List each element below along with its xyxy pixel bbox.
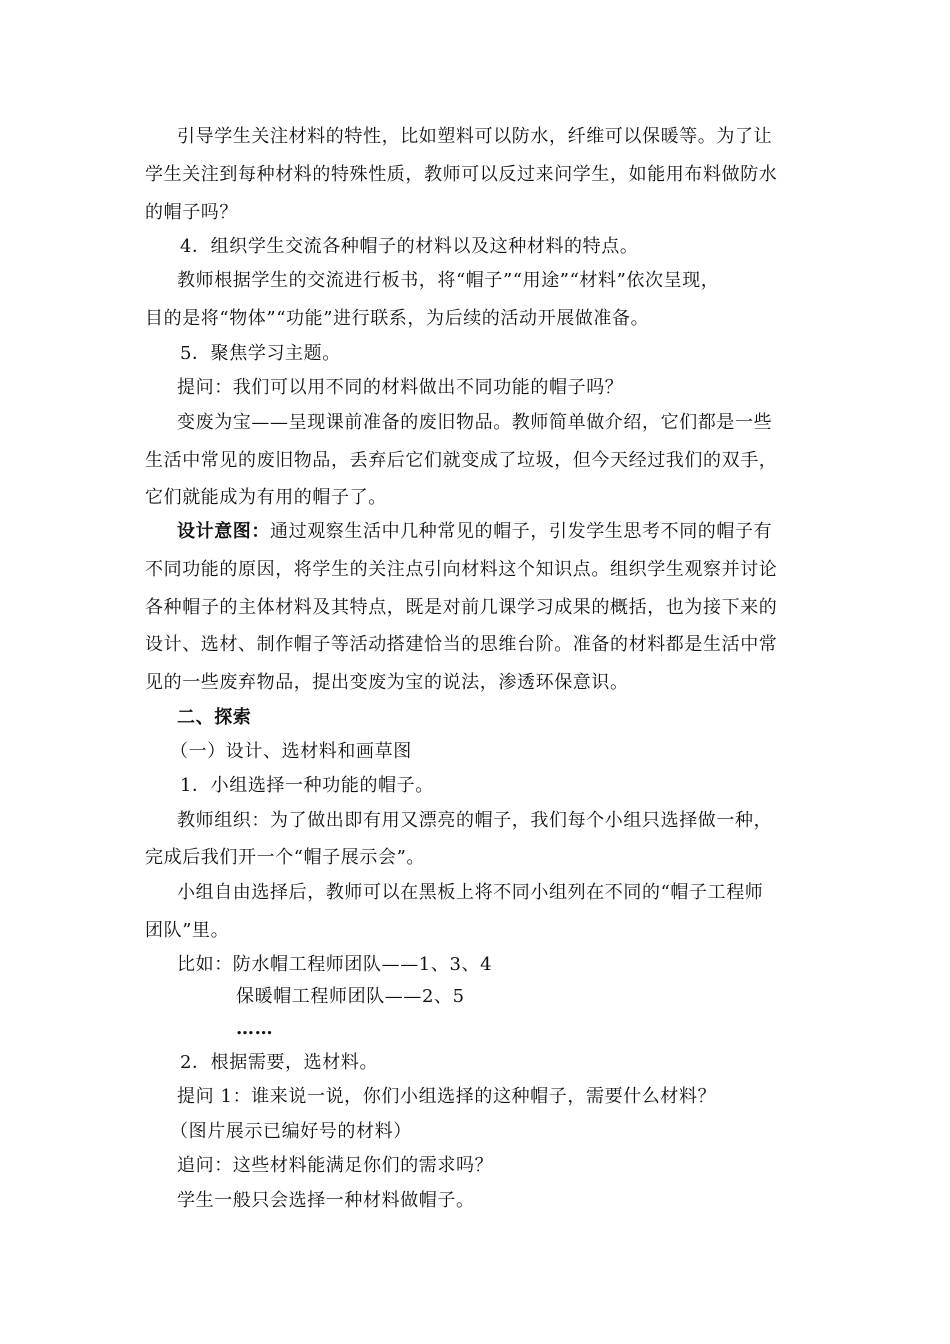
paragraph-line: 学生一般只会选择一种材料做帽子。 [177, 1190, 475, 1211]
design-intent-label: 设计意图： [177, 521, 270, 542]
subsection-heading: （一）设计、选材料和画草图 [170, 741, 412, 762]
example-line: 保暖帽工程师团队——2、5 [236, 986, 465, 1007]
paragraph-line: 教师根据学生的交流进行板书，将“帽子”“用途”“材料”依次呈现， [177, 270, 720, 291]
paragraph-line: 学生关注到每种材料的特殊性质，教师可以反过来问学生，如能用布料做防水 [145, 164, 778, 185]
paragraph-line: 不同功能的原因，将学生的关注点引向材料这个知识点。组织学生观察并讨论 [145, 559, 778, 580]
ellipsis: …… [236, 1018, 274, 1039]
paragraph-line: （图片展示已编好号的材料） [170, 1121, 412, 1142]
paragraph-line: 提问：我们可以用不同的材料做出不同功能的帽子吗？ [177, 377, 624, 398]
design-intent-text: 通过观察生活中几种常见的帽子，引发学生思考不同的帽子有 [270, 521, 773, 542]
example-line: 比如：防水帽工程师团队——1、3、4 [177, 954, 493, 975]
list-item-heading: 5．聚焦学习主题。 [180, 343, 341, 364]
paragraph-line: 目的是将“物体”“功能”进行联系，为后续的活动开展做准备。 [145, 308, 650, 329]
paragraph-line: 完成后我们开一个“帽子展示会”。 [145, 847, 426, 868]
list-item-heading: 2．根据需要，选材料。 [180, 1052, 379, 1073]
paragraph-line: 变废为宝——呈现课前准备的废旧物品。教师简单做介绍，它们都是一些 [177, 412, 773, 433]
paragraph-line: 引导学生关注材料的特性，比如塑料可以防水，纤维可以保暖等。为了让 [177, 126, 773, 147]
paragraph-line: 各种帽子的主体材料及其特点，既是对前几课学习成果的概括，也为接下来的 [145, 597, 778, 618]
paragraph-line: 见的一些废弃物品，提出变废为宝的说法，渗透环保意识。 [145, 672, 629, 693]
list-item-heading: 1．小组选择一种功能的帽子。 [180, 775, 434, 796]
list-item-heading: 4．组织学生交流各种帽子的材料以及这种材料的特点。 [180, 236, 639, 257]
paragraph-line: 教师组织：为了做出即有用又漂亮的帽子，我们每个小组只选择做一种， [177, 810, 773, 831]
paragraph-line: 它们就能成为有用的帽子了。 [145, 487, 387, 508]
paragraph-line: 提问 1：谁来说一说，你们小组选择的这种帽子，需要什么材料？ [177, 1086, 717, 1107]
paragraph-line: 的帽子吗？ [145, 202, 238, 223]
paragraph-line: 生活中常见的废旧物品，丢弃后它们就变成了垃圾，但今天经过我们的双手， [145, 450, 778, 471]
paragraph-line: 追问：这些材料能满足你们的需求吗？ [177, 1155, 494, 1176]
section-heading: 二、探索 [177, 707, 252, 728]
paragraph-line: 团队”里。 [145, 920, 230, 941]
paragraph-line: 设计、选材、制作帽子等活动搭建恰当的思维台阶。准备的材料都是生活中常 [145, 634, 778, 655]
design-intent-line [177, 521, 772, 543]
paragraph-line: 小组自由选择后，教师可以在黑板上将不同小组列在不同的“帽子工程师 [177, 882, 764, 903]
